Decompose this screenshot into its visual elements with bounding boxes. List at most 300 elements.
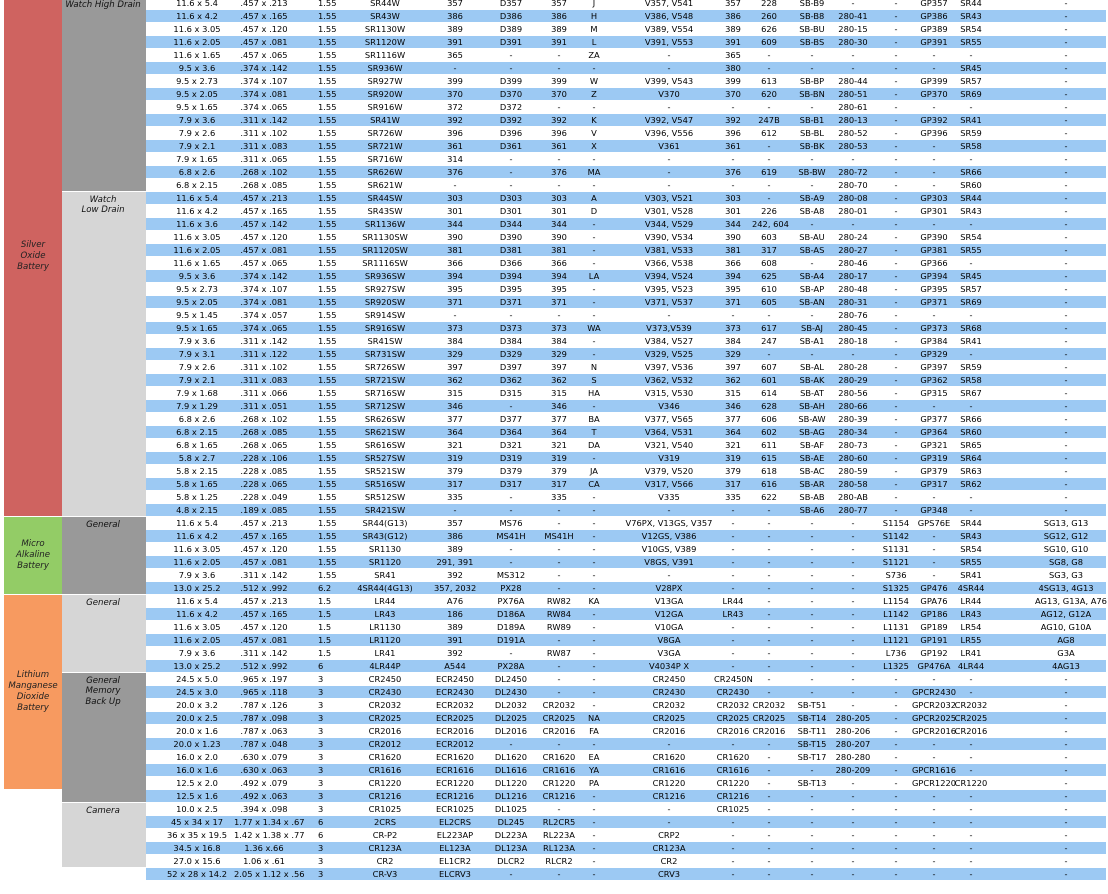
table-row: [146, 426, 1106, 439]
table-cell: SB-B8: [799, 11, 825, 21]
table-cell: -: [894, 37, 898, 47]
table-cell: -: [557, 869, 561, 879]
table-cell: 389: [551, 24, 567, 34]
table-cell: .457 x .081: [240, 37, 288, 47]
table-cell: BA: [588, 414, 600, 424]
table-cell: -: [731, 817, 735, 827]
table-cell: 1.5: [318, 609, 332, 619]
table-cell: -: [1064, 128, 1068, 138]
table-row: [146, 36, 1106, 49]
table-cell: -: [667, 817, 671, 827]
table-row: [146, 699, 1106, 712]
table-cell: WA: [587, 323, 601, 333]
table-cell: -: [509, 557, 513, 567]
table-cell: SR44W: [370, 0, 400, 8]
table-cell: SR62: [960, 479, 982, 489]
table-cell: SG12, G12: [1043, 531, 1089, 541]
table-cell: CR-P2: [372, 830, 398, 840]
table-cell: D381: [499, 245, 523, 255]
table-cell: 3: [318, 778, 324, 788]
table-cell: SR916W: [367, 102, 403, 112]
table-cell: 303: [551, 193, 567, 203]
table-cell: -: [969, 843, 973, 853]
table-row: [146, 816, 1106, 829]
table-cell: 396: [551, 128, 567, 138]
table-cell: -: [1064, 89, 1068, 99]
table-cell: 280-76: [838, 310, 868, 320]
table-cell: -: [731, 505, 735, 515]
table-cell: -: [810, 817, 814, 827]
table-row: [146, 868, 1106, 881]
table-cell: -: [969, 505, 973, 515]
table-cell: SB-BP: [799, 76, 825, 86]
table-cell: -: [894, 297, 898, 307]
table-cell: 11.6 x 2.05: [173, 37, 221, 47]
table-cell: 5.8 x 1.25: [176, 492, 218, 502]
table-cell: S1121: [882, 557, 910, 567]
table-cell: 280-72: [838, 167, 868, 177]
table-cell: 1.55: [318, 544, 337, 554]
table-cell: 384: [447, 336, 463, 346]
table-cell: D390: [499, 232, 523, 242]
table-row: [146, 257, 1106, 270]
table-cell: 365: [447, 50, 463, 60]
table-cell: -: [932, 63, 936, 73]
table-cell: -: [894, 11, 898, 21]
table-cell: .512 x .992: [240, 661, 288, 671]
table-cell: V397, V536: [644, 362, 694, 372]
table-cell: SR41SW: [367, 336, 403, 346]
table-cell: 280-46: [838, 258, 868, 268]
table-cell: 1.55: [318, 271, 337, 281]
table-cell: SR44: [960, 193, 982, 203]
table-cell: CR-V3: [372, 869, 398, 879]
table-cell: GP348: [920, 505, 948, 515]
table-cell: -: [932, 674, 936, 684]
table-row: [146, 205, 1106, 218]
table-cell: -: [767, 674, 771, 684]
table-cell: 280-24: [838, 232, 868, 242]
table-cell: -: [851, 583, 855, 593]
table-cell: 614: [761, 388, 777, 398]
table-row: [146, 660, 1106, 673]
table-cell: 610: [761, 284, 777, 294]
table-cell: SB-AK: [799, 375, 825, 385]
table-cell: CR2450: [652, 674, 686, 684]
table-cell: -: [894, 414, 898, 424]
table-cell: .457 x .120: [240, 544, 288, 554]
table-cell: .374 x .081: [240, 297, 288, 307]
table-cell: GP392: [920, 115, 948, 125]
table-cell: DL1620: [494, 752, 528, 762]
table-cell: 4SR44: [957, 583, 985, 593]
table-cell: 379: [447, 466, 463, 476]
table-cell: G3A: [1057, 648, 1075, 658]
table-cell: -: [932, 557, 936, 567]
table-cell: 242, 604: [752, 219, 789, 229]
table-row: [146, 595, 1106, 608]
table-cell: .228 x .049: [240, 492, 288, 502]
table-cell: 362: [725, 375, 741, 385]
table-cell: -: [557, 310, 561, 320]
table-row: [146, 751, 1106, 764]
table-cell: -: [592, 687, 596, 697]
table-cell: 1.55: [318, 310, 337, 320]
table-cell: .311 x .102: [240, 128, 288, 138]
table-cell: 1.55: [318, 232, 337, 242]
table-cell: -: [969, 310, 973, 320]
table-cell: 622: [761, 492, 777, 502]
table-cell: .457 x .213: [240, 0, 288, 8]
table-row: [146, 738, 1106, 751]
table-cell: 357: [725, 0, 741, 8]
table-cell: V321, V540: [644, 440, 694, 450]
table-cell: .512 x .992: [240, 583, 288, 593]
table-cell: SR66: [960, 414, 982, 424]
table-cell: SB-T11: [797, 726, 827, 736]
table-cell: 1.55: [318, 518, 337, 528]
table-cell: -: [810, 50, 814, 60]
table-cell: GPS76E: [917, 518, 951, 528]
table-cell: 1.55: [318, 128, 337, 138]
table-cell: -: [767, 557, 771, 567]
table-cell: -: [969, 492, 973, 502]
table-cell: PX28A: [497, 661, 525, 671]
table-cell: T: [591, 427, 597, 437]
table-cell: -: [557, 804, 561, 814]
table-cell: 626: [761, 24, 777, 34]
table-cell: 381: [551, 245, 567, 255]
table-cell: 1.55: [318, 362, 337, 372]
table-cell: SB-A4: [799, 271, 825, 281]
table-cell: 4.8 x 2.15: [176, 505, 218, 515]
table-cell: -: [894, 219, 898, 229]
table-cell: -: [969, 817, 973, 827]
table-cell: 6.8 x 2.6: [178, 414, 216, 424]
table-cell: RL2CR5: [542, 817, 576, 827]
table-cell: 395: [725, 284, 741, 294]
table-cell: 1.55: [318, 206, 337, 216]
table-cell: -: [731, 830, 735, 840]
table-cell: SB-B9: [799, 0, 825, 8]
table-cell: -: [1064, 479, 1068, 489]
table-cell: .311 x .142: [240, 648, 288, 658]
table-row: [146, 855, 1106, 868]
table-cell: SR58: [960, 141, 982, 151]
table-cell: D362: [499, 375, 523, 385]
table-cell: MS41H: [544, 531, 574, 541]
table-cell: SB-AP: [799, 284, 825, 294]
table-cell: V8GA: [657, 635, 681, 645]
table-row: [146, 582, 1106, 595]
table-cell: -: [592, 336, 596, 346]
table-cell: 13.0 x 25.2: [173, 583, 221, 593]
table-cell: 6.8 x 2.15: [176, 427, 218, 437]
table-cell: ECR2032: [436, 700, 474, 710]
table-cell: -: [557, 570, 561, 580]
table-row: [146, 413, 1106, 426]
table-cell: SR712SW: [364, 401, 406, 411]
table-cell: 344: [725, 219, 741, 229]
table-cell: .630 x .079: [240, 752, 288, 762]
table-cell: -: [894, 141, 898, 151]
table-cell: S1142: [882, 531, 910, 541]
table-cell: -: [1064, 700, 1068, 710]
table-cell: A544: [444, 661, 466, 671]
table-cell: 321: [725, 440, 741, 450]
table-cell: -: [894, 830, 898, 840]
table-cell: 346: [447, 401, 463, 411]
table-cell: CR123A: [652, 843, 686, 853]
table-cell: 280-01: [838, 206, 868, 216]
table-cell: DL2032: [494, 700, 528, 710]
table-row: [146, 543, 1106, 556]
table-cell: -: [767, 648, 771, 658]
table-cell: 11.6 x 5.4: [176, 518, 218, 528]
table-cell: NA: [588, 713, 600, 723]
table-cell: -: [932, 739, 936, 749]
table-cell: 377: [551, 414, 567, 424]
table-cell: 280-58: [838, 479, 868, 489]
table-cell: 1.55: [318, 63, 337, 73]
table-cell: 391: [551, 37, 567, 47]
table-cell: -: [851, 869, 855, 879]
table-cell: 390: [725, 232, 741, 242]
table-cell: -: [1064, 375, 1068, 385]
table-cell: 4SG13, 4G13: [1038, 583, 1094, 593]
table-cell: SR1116SW: [362, 258, 408, 268]
table-cell: -: [969, 219, 973, 229]
table-cell: SR60: [960, 427, 982, 437]
table-cell: S1325: [882, 583, 910, 593]
table-cell: 1.55: [318, 245, 337, 255]
table-cell: SR936W: [367, 63, 403, 73]
table-cell: GP396: [920, 128, 948, 138]
table-cell: -: [810, 570, 814, 580]
table-cell: SR54: [960, 24, 982, 34]
table-cell: -: [851, 570, 855, 580]
table-cell: V346: [658, 401, 680, 411]
table-cell: V384, V527: [644, 336, 694, 346]
table-cell: -: [557, 63, 561, 73]
table-cell: GP357: [920, 0, 948, 8]
table-cell: 16.0 x 1.6: [176, 765, 218, 775]
table-cell: -: [894, 843, 898, 853]
table-cell: 1.5: [318, 635, 332, 645]
table-cell: 370: [447, 89, 463, 99]
table-cell: EL2CRS: [439, 817, 471, 827]
table-cell: CR1220: [542, 778, 576, 788]
table-cell: ECR1620: [436, 752, 474, 762]
table-cell: -: [932, 791, 936, 801]
table-cell: GP476A: [917, 661, 951, 671]
table-cell: .374 x .057: [240, 310, 288, 320]
table-cell: GPCR2032: [911, 700, 957, 710]
table-cell: 380: [725, 63, 741, 73]
table-cell: -: [1064, 817, 1068, 827]
table-cell: -: [894, 206, 898, 216]
table-cell: -: [767, 609, 771, 619]
table-cell: ECR2012: [436, 739, 474, 749]
table-row: [146, 387, 1106, 400]
table-cell: -: [894, 180, 898, 190]
table-cell: -: [810, 869, 814, 879]
table-cell: -: [592, 219, 596, 229]
table-row: [146, 179, 1106, 192]
table-cell: -: [810, 258, 814, 268]
table-cell: -: [851, 856, 855, 866]
table-cell: 24.5 x 3.0: [176, 687, 218, 697]
table-cell: LR43: [960, 609, 982, 619]
table-cell: 1.55: [318, 531, 337, 541]
table-cell: 379: [551, 466, 567, 476]
table-cell: -: [557, 102, 561, 112]
table-cell: SB-A8: [799, 206, 825, 216]
table-cell: 280-56: [838, 388, 868, 398]
table-cell: .457 x .213: [240, 193, 288, 203]
application-label: General Memory Back Up: [62, 673, 146, 803]
table-cell: EL123A: [439, 843, 471, 853]
table-cell: -: [767, 778, 771, 788]
table-cell: -: [894, 336, 898, 346]
table-cell: 11.6 x 4.2: [176, 11, 218, 21]
table-cell: -: [969, 752, 973, 762]
table-cell: -: [894, 817, 898, 827]
table-cell: 314: [447, 154, 463, 164]
table-cell: V371, V537: [644, 297, 694, 307]
table-cell: -: [592, 856, 596, 866]
table-cell: V392, V547: [644, 115, 694, 125]
table-cell: -: [810, 63, 814, 73]
table-row: [146, 725, 1106, 738]
table-cell: 335: [551, 492, 567, 502]
table-cell: -: [894, 427, 898, 437]
table-cell: 1.55: [318, 284, 337, 294]
table-cell: 11.6 x 4.2: [176, 206, 218, 216]
table-cell: 1.55: [318, 375, 337, 385]
table-cell: 280-44: [838, 76, 868, 86]
table-cell: D319: [499, 453, 523, 463]
table-cell: GP191: [920, 635, 948, 645]
table-cell: -: [453, 180, 457, 190]
table-cell: -: [667, 310, 671, 320]
table-cell: SR920W: [367, 89, 403, 99]
table-cell: SR726SW: [364, 362, 406, 372]
table-cell: -: [731, 544, 735, 554]
table-cell: -: [1064, 726, 1068, 736]
table-cell: 4LR44: [957, 661, 985, 671]
table-cell: GP364: [920, 427, 948, 437]
table-cell: D373: [499, 323, 523, 333]
table-cell: 1.55: [318, 193, 337, 203]
table-cell: -: [592, 297, 596, 307]
table-cell: -: [557, 154, 561, 164]
table-cell: -: [592, 245, 596, 255]
table-cell: 7.9 x 1.68: [176, 388, 218, 398]
table-cell: SR43SW: [367, 206, 403, 216]
table-cell: CR2032: [542, 700, 576, 710]
table-cell: SR68: [960, 323, 982, 333]
table-cell: SR44: [960, 518, 982, 528]
table-cell: CR1616: [716, 765, 750, 775]
table-cell: SR716W: [367, 154, 403, 164]
table-cell: GPCR2025: [911, 713, 957, 723]
table-cell: -: [731, 635, 735, 645]
table-cell: SB-AC: [799, 466, 825, 476]
table-cell: -: [894, 388, 898, 398]
table-cell: SR721SW: [364, 375, 406, 385]
table-cell: 617: [761, 323, 777, 333]
table-cell: V377, V565: [644, 414, 694, 424]
table-cell: -: [894, 310, 898, 320]
table-cell: -: [932, 856, 936, 866]
table-row: [146, 0, 1106, 10]
table-cell: -: [894, 479, 898, 489]
table-cell: -: [557, 518, 561, 528]
table-cell: -: [969, 804, 973, 814]
table-cell: -: [767, 843, 771, 853]
table-cell: D394: [499, 271, 523, 281]
table-cell: DL2450: [494, 674, 528, 684]
table-cell: -: [667, 63, 671, 73]
table-cell: 6: [318, 830, 324, 840]
table-cell: SR67: [960, 388, 982, 398]
table-cell: SR57: [960, 284, 982, 294]
table-cell: -: [851, 687, 855, 697]
table-cell: -: [592, 557, 596, 567]
table-cell: 3: [318, 687, 324, 697]
table-cell: CR1620: [542, 752, 576, 762]
table-cell: V319: [658, 453, 680, 463]
table-cell: EA: [588, 752, 600, 762]
table-cell: 20.0 x 2.5: [176, 713, 218, 723]
table-cell: L: [591, 37, 597, 47]
table-cell: -: [592, 531, 596, 541]
table-cell: CR2032: [716, 700, 750, 710]
table-cell: 1.55: [318, 492, 337, 502]
table-cell: -: [667, 167, 671, 177]
table-cell: -: [509, 50, 513, 60]
table-cell: 11.6 x 1.65: [173, 50, 221, 60]
table-cell: -: [810, 219, 814, 229]
table-cell: .492 x .079: [240, 778, 288, 788]
table-cell: .457 x .142: [240, 219, 288, 229]
table-cell: S1131: [882, 544, 910, 554]
table-cell: GP186: [920, 609, 948, 619]
table-cell: 612: [761, 128, 777, 138]
table-cell: 379: [725, 466, 741, 476]
table-cell: -: [1064, 115, 1068, 125]
table-cell: SR69: [960, 297, 982, 307]
table-cell: -: [731, 739, 735, 749]
table-row: [146, 803, 1106, 816]
table-row: [146, 231, 1106, 244]
table-cell: -: [851, 817, 855, 827]
table-cell: -: [1064, 492, 1068, 502]
table-cell: -: [932, 570, 936, 580]
table-cell: SR731SW: [364, 349, 406, 359]
table-cell: CR2032: [368, 700, 402, 710]
table-cell: V364, V531: [644, 427, 694, 437]
table-cell: 280-AB: [837, 492, 868, 502]
table-cell: 1.55: [318, 11, 337, 21]
table-cell: -: [592, 648, 596, 658]
table-cell: 392: [725, 115, 741, 125]
table-cell: -: [1064, 323, 1068, 333]
table-cell: .268 x .102: [240, 167, 288, 177]
table-cell: -: [767, 63, 771, 73]
table-cell: -: [894, 466, 898, 476]
